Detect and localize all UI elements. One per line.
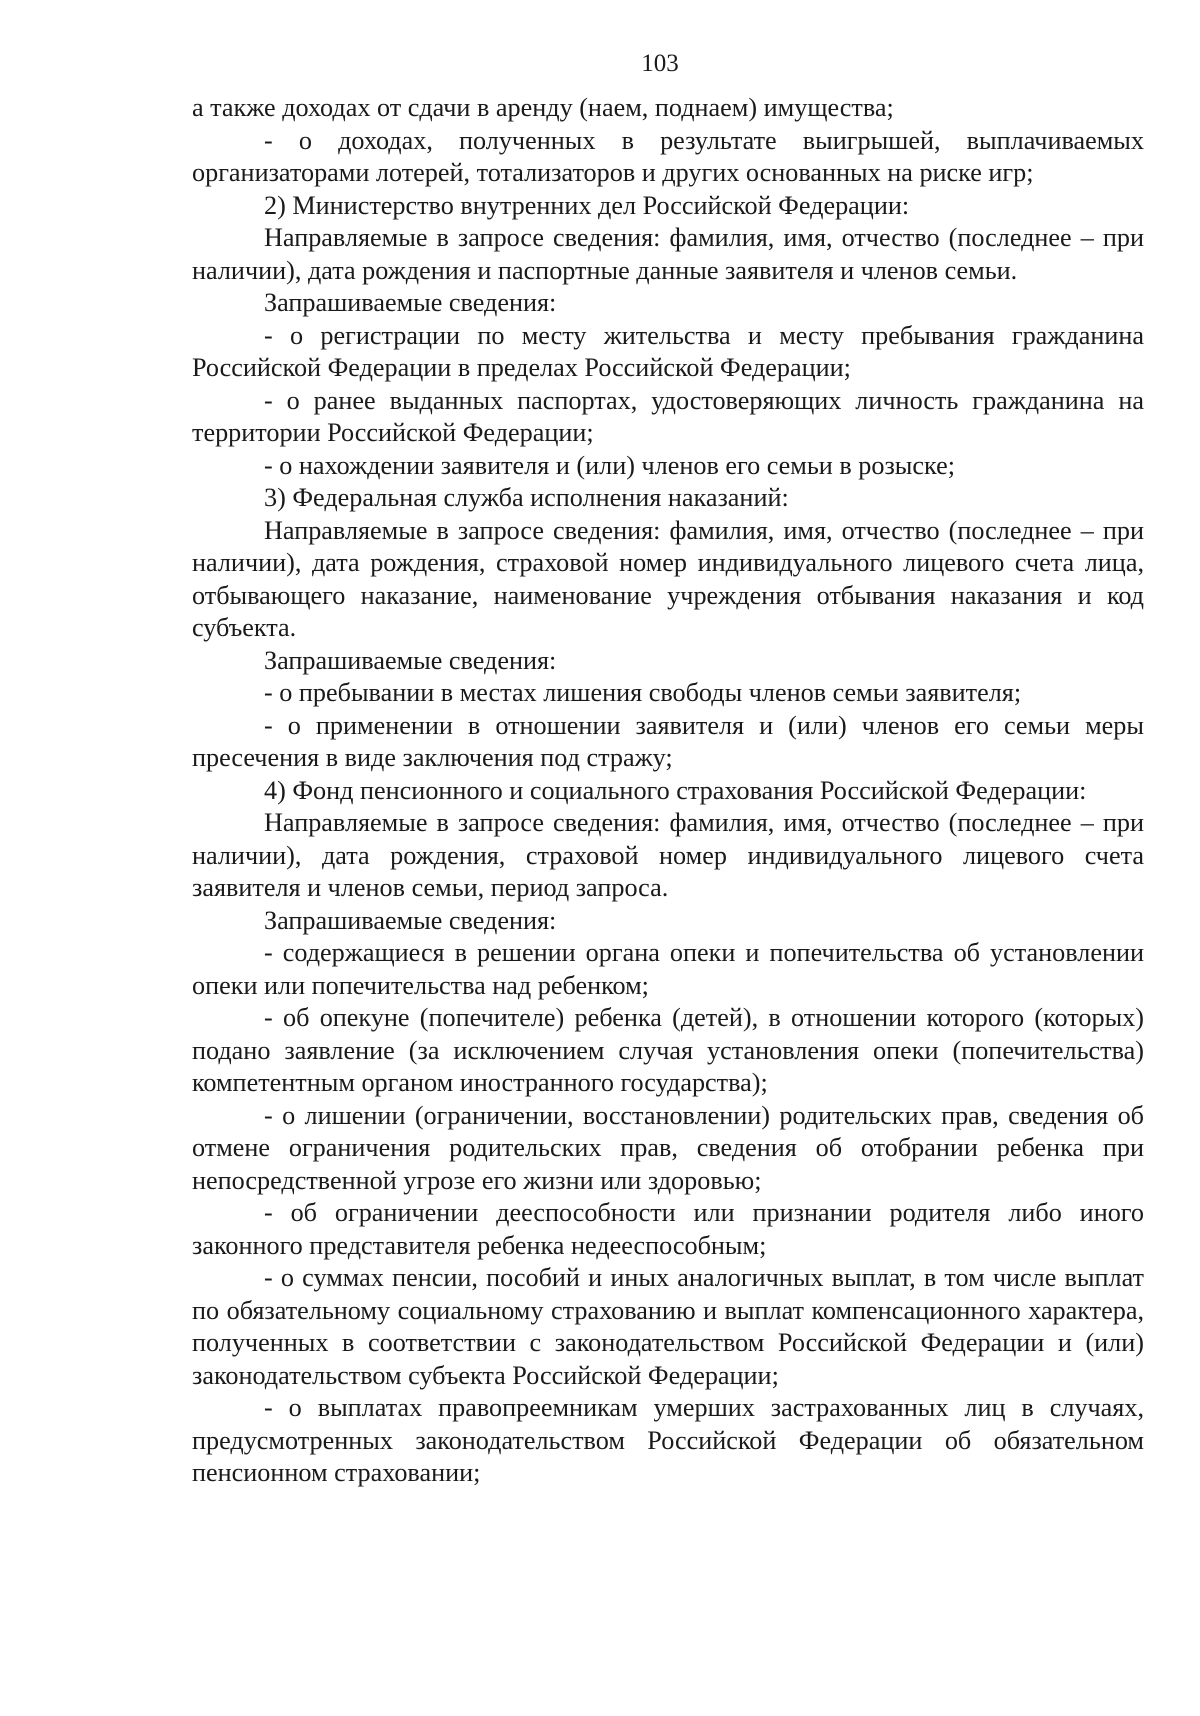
paragraph: а также доходах от сдачи в аренду (наем, поднаем) имущества; — [192, 93, 894, 122]
paragraph: Направляемые в запросе сведения: фамилия, имя, отчество (последнее – при наличии), дата рождения, страховой номер индивидуального лицевого счета лица, отбывающего наказание, наименование учреждения отбывания наказания и код субъекта. — [192, 515, 1144, 642]
page-number: 103 — [641, 50, 679, 77]
document-body — [192, 92, 1144, 1490]
paragraph: - о суммах пенсии, пособий и иных аналогичных выплат, в том числе выплат по обязательному социальному страхованию и выплат компенсационного характера, полученных в соответствии с законодательством Российской Федерации и (или) законодательством субъекта Российской Федерации; — [192, 1263, 1144, 1390]
paragraph: - о пребывании в местах лишения свободы членов семьи заявителя; — [264, 678, 1022, 707]
paragraph: Направляемые в запросе сведения: фамилия, имя, отчество (последнее – при наличии), дата рождения, страховой номер индивидуального лицевого счета заявителя и членов семьи, период запроса. — [192, 808, 1144, 902]
paragraph: Запрашиваемые сведения: — [264, 645, 557, 675]
paragraph: - об опекуне (попечителе) ребенка (детей), в отношении которого (которых) подано заявление (за исключением случая установления опеки (попечительства) компетентным органом иностранного государства); — [192, 1003, 1144, 1097]
paragraph: Запрашиваемые сведения: — [264, 905, 557, 935]
paragraph: - о доходах, полученных в результате выигрышей, выплачиваемых организаторами лотерей, тотализаторов и других основанных на риске игр; — [192, 125, 1144, 187]
paragraph: Запрашиваемые сведения: — [264, 288, 557, 317]
paragraph: - содержащиеся в решении органа опеки и попечительства об установлении опеки или попечительства над ребенком; — [192, 938, 1144, 1000]
paragraph: - об ограничении дееспособности или признании родителя либо иного законного представителя ребенка недееспособным; — [192, 1198, 1144, 1260]
paragraph: - о нахождении заявителя и (или) членов его семьи в розыске; — [264, 450, 955, 480]
paragraph: - о ранее выданных паспортах, удостоверяющих личность гражданина на территории Российской Федерации; — [192, 385, 1144, 447]
paragraph: Направляемые в запросе сведения: фамилия, имя, отчество (последнее – при наличии), дата рождения и паспортные данные заявителя и членов семьи. — [192, 223, 1144, 285]
paragraph: - о применении в отношении заявителя и (или) членов его семьи меры пресечения в виде заключения под стражу; — [192, 710, 1144, 772]
paragraph: - о регистрации по месту жительства и месту пребывания гражданина Российской Федерации в пределах Российской Федерации; — [192, 320, 1144, 382]
paragraph: 4) Фонд пенсионного и социального страхования Российской Федерации: — [264, 775, 1087, 805]
paragraph: 2) Министерство внутренних дел Российской Федерации: — [264, 190, 910, 220]
paragraph: - о выплатах правопреемникам умерших застрахованных лиц в случаях, предусмотренных законодательством Российской Федерации об обязательном пенсионном страховании; — [192, 1393, 1144, 1487]
paragraph: 3) Федеральная служба исполнения наказаний: — [264, 483, 789, 512]
paragraph: - о лишении (ограничении, восстановлении) родительских прав, сведения об отмене ограничения родительских прав, сведения об отобрании ребенка при непосредственной угрозе его жизни или здоровью; — [192, 1100, 1144, 1195]
